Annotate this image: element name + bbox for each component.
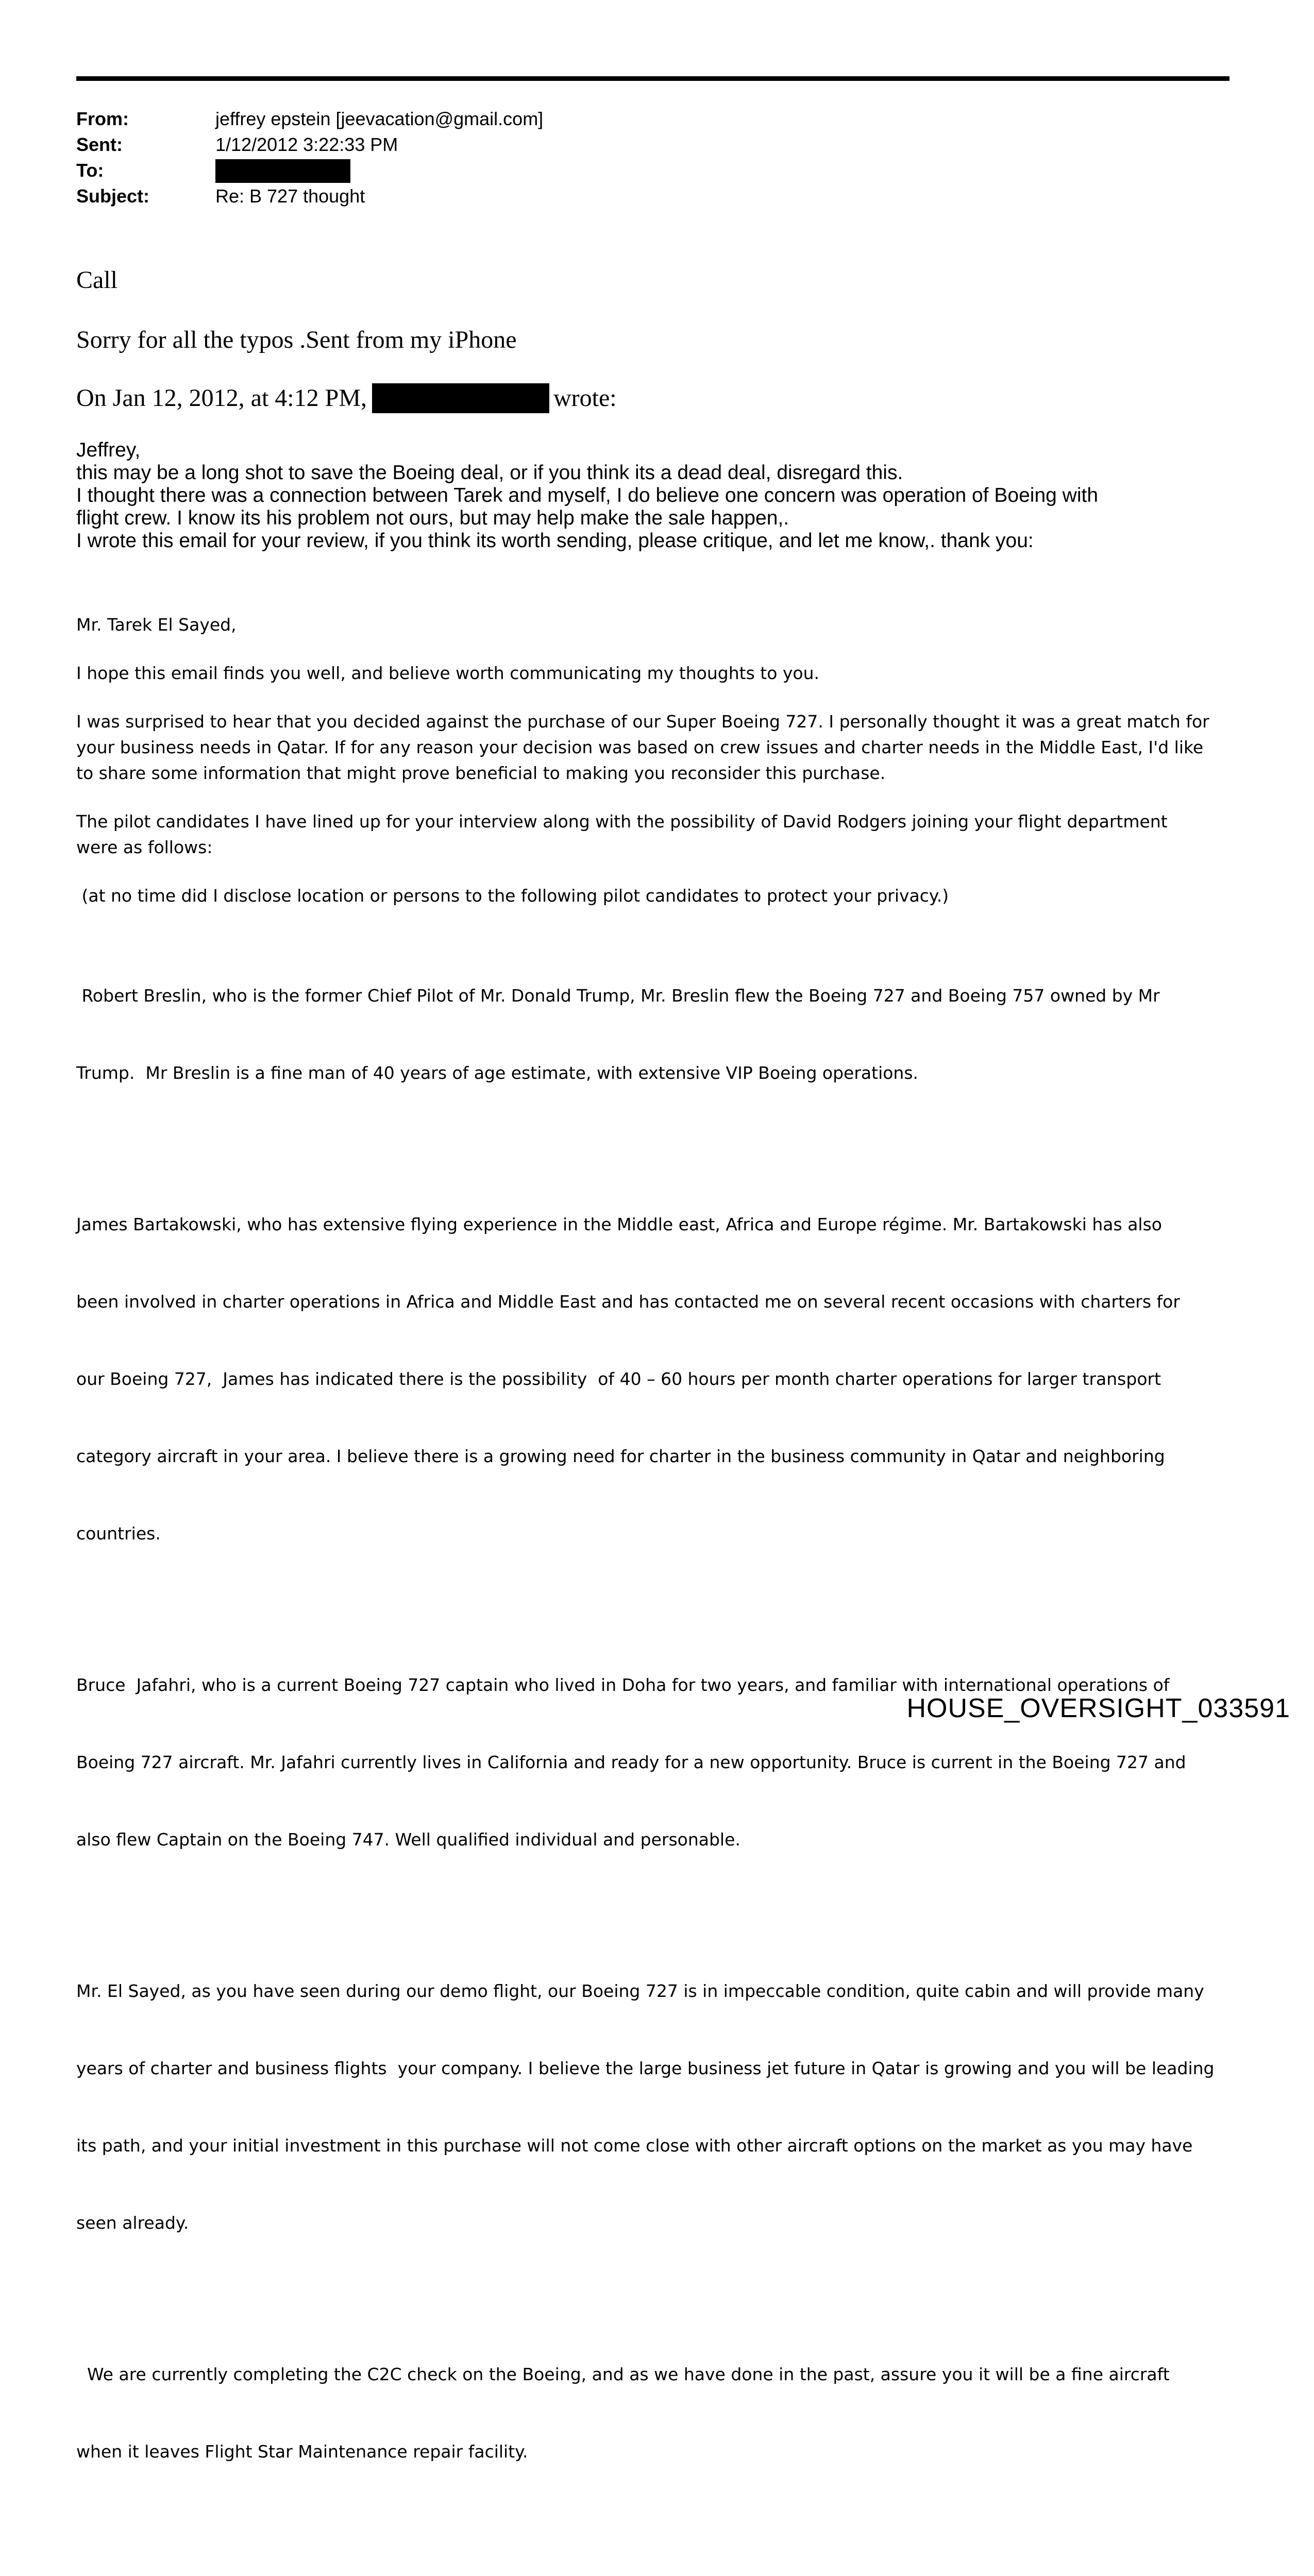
paragraph-line: I was surprised to hear that you decided against the purchase of our Super Boeing 727. I personally thought it was a great match for [76,711,1209,732]
paragraph-line: when it leaves Flight Star Maintenance repair facility. [76,2442,528,2462]
paragraph-line: Bruce Jafahri, who is a current Boeing 727 captain who lived in Doha for two years, and familiar with international operations of [76,1675,1170,1695]
paragraph-line: We are currently completing the C2C check on the Boeing, and as we have done in the past, assure you it will be a fine aircraft [76,2364,1170,2384]
from-row [76,106,543,132]
top-horizontal-rule [76,76,1229,81]
paragraph-line: Mr. El Sayed, as you have seen during our demo flight, our Boeing 727 is in impeccable condition, quite cabin and will provide many [76,1981,1204,2001]
letter-body [76,612,1231,2576]
letter-paragraph: I hope this email finds you well, and believe worth communicating my thoughts to you. [76,663,820,683]
forward-note-line: I wrote this email for your review, if you think its worth sending, please critique, and let me know,. thank you: [76,530,1034,552]
quoted-attribution-line [76,383,617,413]
paragraph-line: seen already. [76,2213,189,2233]
letter-paragraph [76,809,1231,860]
letter-paragraph: (at no time did I disclose location or persons to the following pilot candidates to protect your privacy.) [76,886,949,906]
forward-note-line: flight crew. I know its his problem not ours, but may help make the sale happen,. [76,507,789,529]
letter-salutation: Mr. Tarek El Sayed, [76,615,237,635]
redaction-box [215,159,350,183]
paragraph-line: The pilot candidates I have lined up for your interview along with the possibility of David Rodgers joining your flight department [76,811,1168,832]
paragraph-line: been involved in charter operations in Africa and Middle East and has contacted me on several recent occasions with charters for [76,1292,1180,1312]
sent-row [76,132,543,158]
paragraph-line: category aircraft in your area. I believe there is a growing need for charter in the business community in Qatar and neighboring [76,1446,1165,1466]
from-label: From: [76,108,129,129]
letter-paragraph [76,1621,1231,1904]
forward-note-line: I thought there was a connection between Tarek and myself, I do believe one concern was operation of Boeing with [76,484,1099,506]
bates-number: HOUSE_OVERSIGHT_033591 [906,1693,1290,1723]
letter-paragraph [76,1927,1231,2287]
forward-note-line: Jeffrey, [76,439,141,461]
paragraph-line: years of charter and business flights your company. I believe the large business jet future in Qatar is growing and you will be leading [76,2058,1215,2078]
letter-paragraph [76,931,1231,1138]
email-header [76,106,543,209]
quote-prefix: On Jan 12, 2012, at 4:12 PM, [76,384,367,412]
subject-row [76,183,543,209]
quote-suffix: wrote: [553,384,617,412]
paragraph-line: our Boeing 727, James has indicated there is the possibility of 40 – 60 hours per month charter operations for larger transport [76,1369,1161,1389]
to-label: To: [76,160,104,181]
paragraph-line: its path, and your initial investment in this purchase will not come close with other aircraft options on the market as you may have [76,2136,1193,2156]
subject-value: Re: B 727 thought [215,185,365,207]
letter-paragraph [76,2310,1231,2516]
sent-value: 1/12/2012 3:22:33 PM [215,134,398,155]
letter-paragraph [76,1160,1231,1598]
redaction-box [372,383,549,413]
reply-signature-line: Sorry for all the typos .Sent from my iPhone [76,326,517,353]
reply-call-line: Call [76,266,117,294]
paragraph-line: Robert Breslin, who is the former Chief Pilot of Mr. Donald Trump, Mr. Breslin flew the Boeing 727 and Boeing 757 owned by Mr [76,986,1160,1006]
paragraph-line: Boeing 727 aircraft. Mr. Jafahri currently lives in California and ready for a new opportunity. Bruce is current in the Boeing 727 and [76,1752,1186,1772]
paragraph-line: to share some information that might prove beneficial to making you reconsider this purchase. [76,763,886,783]
paragraph-line: also flew Captain on the Boeing 747. Well qualified individual and personable. [76,1829,740,1850]
paragraph-line: Trump. Mr Breslin is a fine man of 40 years of age estimate, with extensive VIP Boeing operations. [76,1063,919,1083]
sent-label: Sent: [76,134,123,155]
from-value: jeffrey epstein [jeevacation@gmail.com] [215,108,544,129]
subject-label: Subject: [76,185,150,207]
letter-paragraph [76,709,1231,786]
paragraph-line: James Bartakowski, who has extensive flying experience in the Middle east, Africa and Europe régime. Mr. Bartakowski has also [76,1214,1162,1234]
paragraph-line: your business needs in Qatar. If for any reason your decision was based on crew issues and charter needs in the Middle East, I'd like [76,737,1204,757]
forward-note-line: this may be a long shot to save the Boeing deal, or if you think its a dead deal, disregard this. [76,462,903,484]
to-row [76,158,543,183]
paragraph-line: were as follows: [76,837,213,857]
forward-note [76,439,1098,552]
paragraph-line: countries. [76,1523,161,1544]
